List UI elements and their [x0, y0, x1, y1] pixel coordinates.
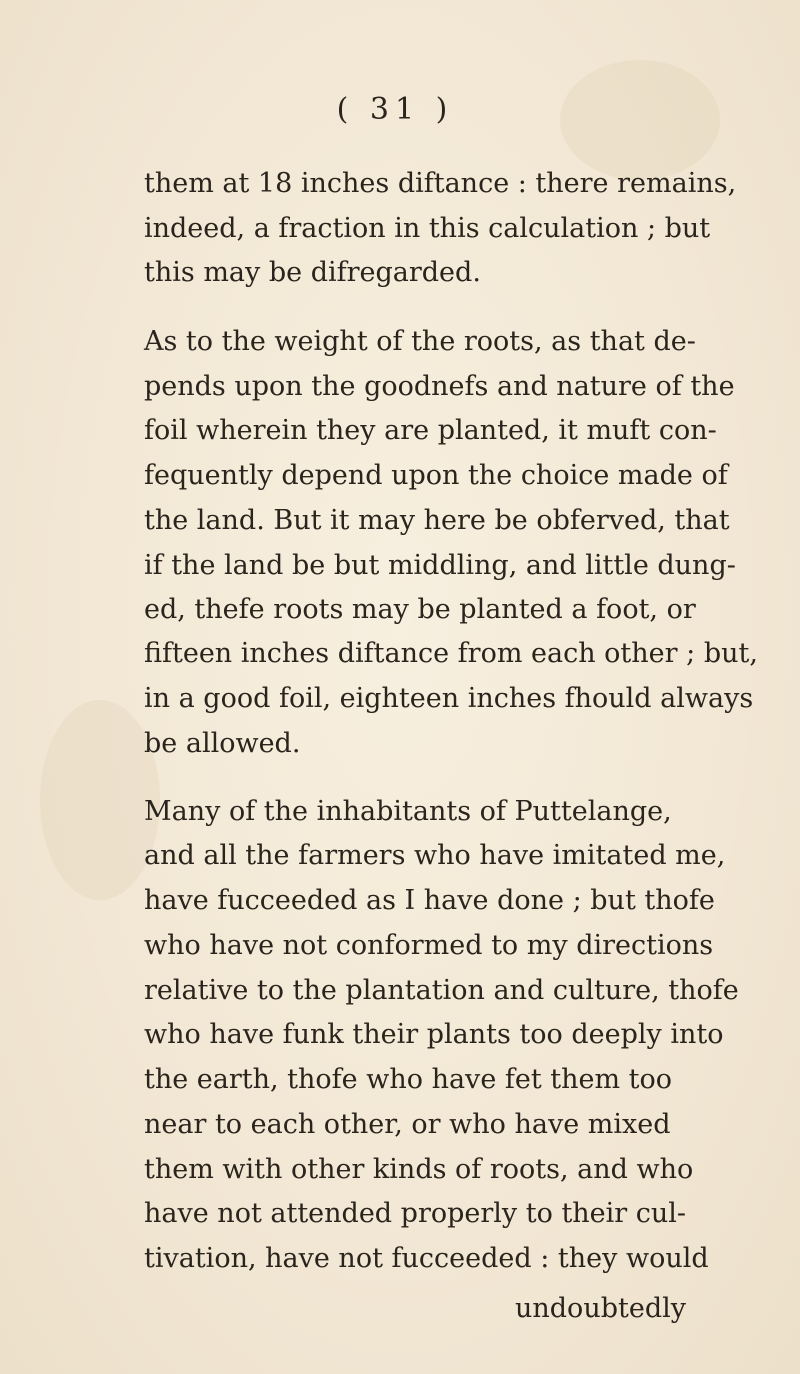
text-line: this may be difregarded. [144, 257, 481, 288]
text-line: have fucceeded as I have done ; but thofe [144, 885, 715, 916]
text-line: foil wherein they are planted, it muft con- [144, 415, 717, 446]
text-line: near to each other, or who have mixed [144, 1109, 671, 1140]
text-line: and all the farmers who have imitated me, [144, 840, 726, 871]
page-number: ( 31 ) [336, 92, 454, 127]
text-line: be allowed. [144, 728, 301, 759]
text-line: pends upon the goodnefs and nature of the [144, 371, 735, 402]
text-line: if the land be but middling, and little dung- [144, 550, 736, 581]
text-line: the earth, thofe who have fet them too [144, 1064, 673, 1095]
catchword: undoubtedly [515, 1293, 686, 1324]
text-line: in a good foil, eighteen inches fhould always [144, 683, 754, 714]
text-line: ed, thefe roots may be planted a foot, or [144, 594, 696, 625]
paper-stain [40, 700, 160, 900]
text-line: them at 18 inches diftance : there remains, [144, 168, 737, 199]
text-line: who have funk their plants too deeply into [144, 1019, 724, 1050]
text-line: tivation, have not fucceeded : they would [144, 1243, 709, 1274]
text-line: the land. But it may here be obferved, that [144, 505, 730, 536]
text-line: Many of the inhabitants of Puttelange, [144, 796, 672, 827]
text-line: fequently depend upon the choice made of [144, 460, 728, 491]
text-line: them with other kinds of roots, and who [144, 1154, 694, 1185]
text-line: who have not conformed to my directions [144, 930, 714, 961]
text-line: have not attended properly to their cul- [144, 1198, 687, 1229]
text-line: As to the weight of the roots, as that de- [144, 326, 696, 357]
text-line: indeed, a fraction in this calculation ; but [144, 213, 711, 244]
text-line: relative to the plantation and culture, thofe [144, 975, 739, 1006]
text-line: fifteen inches diftance from each other ; but, [144, 638, 758, 669]
